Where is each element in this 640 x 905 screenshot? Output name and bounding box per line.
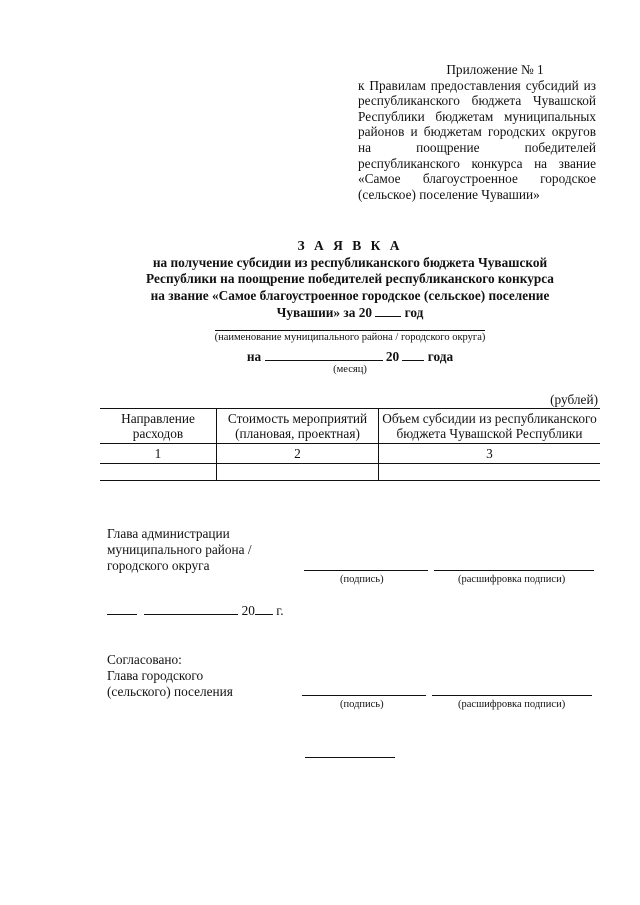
agreed-signature-line[interactable]: [302, 695, 426, 696]
agreed-block: [107, 652, 233, 700]
month-blank[interactable]: [265, 348, 383, 361]
month-suffix: года: [427, 349, 454, 364]
table-cell[interactable]: [100, 464, 217, 481]
header-line-2: Республики на поощрение победителей республиканского конкурса: [146, 271, 554, 286]
header-line-4-prefix: Чувашии» за 20: [276, 305, 372, 320]
month-line: [120, 348, 580, 365]
year-blank[interactable]: [375, 304, 401, 317]
appendix-title: Приложение № 1: [446, 62, 544, 77]
head-signature-line[interactable]: [304, 570, 428, 571]
municipality-caption: (наименование муниципального района / городского округа): [214, 332, 486, 343]
day-blank[interactable]: [107, 602, 137, 615]
application-header: [120, 238, 580, 322]
date-line: [107, 602, 284, 619]
header-line-3: на звание «Самое благоустроенное городское (сельское) поселение: [150, 287, 550, 303]
appendix-text: к Правилам предоставления субсидий из республиканского бюджета Чувашской Республики бюджетам муниципальных районов и бюджетам городских округов на поощрение победителей республиканского конкурса на звание «Самое благоустроенное городское (сельское) поселение Чувашии»: [358, 77, 596, 202]
head-title-line-3: городского округа: [107, 558, 210, 573]
application-title: З А Я В К А: [297, 238, 403, 253]
agreed-decode-line[interactable]: [432, 695, 592, 696]
date-year-blank[interactable]: [255, 602, 273, 615]
agreed-label: Согласовано:: [107, 652, 182, 667]
table-cell[interactable]: [379, 464, 601, 481]
date-suffix: г.: [276, 603, 284, 618]
table-number-cell: 3: [379, 444, 601, 464]
head-title-line-2: муниципального района /: [107, 542, 252, 557]
month-year-blank[interactable]: [402, 348, 424, 361]
header-line-4-suffix: год: [404, 305, 424, 320]
municipality-blank[interactable]: [215, 320, 485, 331]
head-decode-caption: (расшифровка подписи): [458, 574, 566, 585]
table-number-cell: 2: [217, 444, 379, 464]
table-number-cell: 1: [100, 444, 217, 464]
table-header-cell: Направление расходов: [100, 409, 217, 444]
agreed-sign-caption: (подпись): [340, 699, 384, 710]
subsidy-table: [100, 408, 600, 481]
table-number-row: [100, 444, 600, 464]
header-line-1: на получение субсидии из республиканского бюджета Чувашской: [152, 254, 548, 270]
head-title-line-1: Глава администрации: [107, 526, 230, 541]
head-decode-line[interactable]: [434, 570, 594, 571]
table-row: [100, 464, 600, 481]
table-cell[interactable]: [217, 464, 379, 481]
head-signature-block: [107, 526, 252, 574]
municipality-block: [120, 320, 580, 344]
unit-label: (рублей): [550, 392, 598, 407]
agreed-title-line-1: Глава городского: [107, 668, 204, 683]
month-year-prefix: 20: [385, 349, 400, 364]
month-name-blank[interactable]: [144, 602, 238, 615]
footer-divider: [305, 757, 395, 758]
date-year-prefix: 20: [241, 603, 255, 618]
agreed-title-line-2: (сельского) поселения: [107, 684, 233, 699]
table-header-row: [100, 409, 600, 444]
appendix-block: [358, 62, 596, 202]
table-header-cell: Объем субсидии из республиканского бюджета Чувашской Республики: [379, 409, 601, 444]
table-header-cell: Стоимость мероприятий (плановая, проектная): [217, 409, 379, 444]
header-line-4: [120, 304, 580, 322]
agreed-decode-caption: (расшифровка подписи): [458, 699, 566, 710]
month-caption: (месяц): [333, 364, 367, 375]
month-prefix: на: [246, 349, 262, 364]
head-sign-caption: (подпись): [340, 574, 384, 585]
